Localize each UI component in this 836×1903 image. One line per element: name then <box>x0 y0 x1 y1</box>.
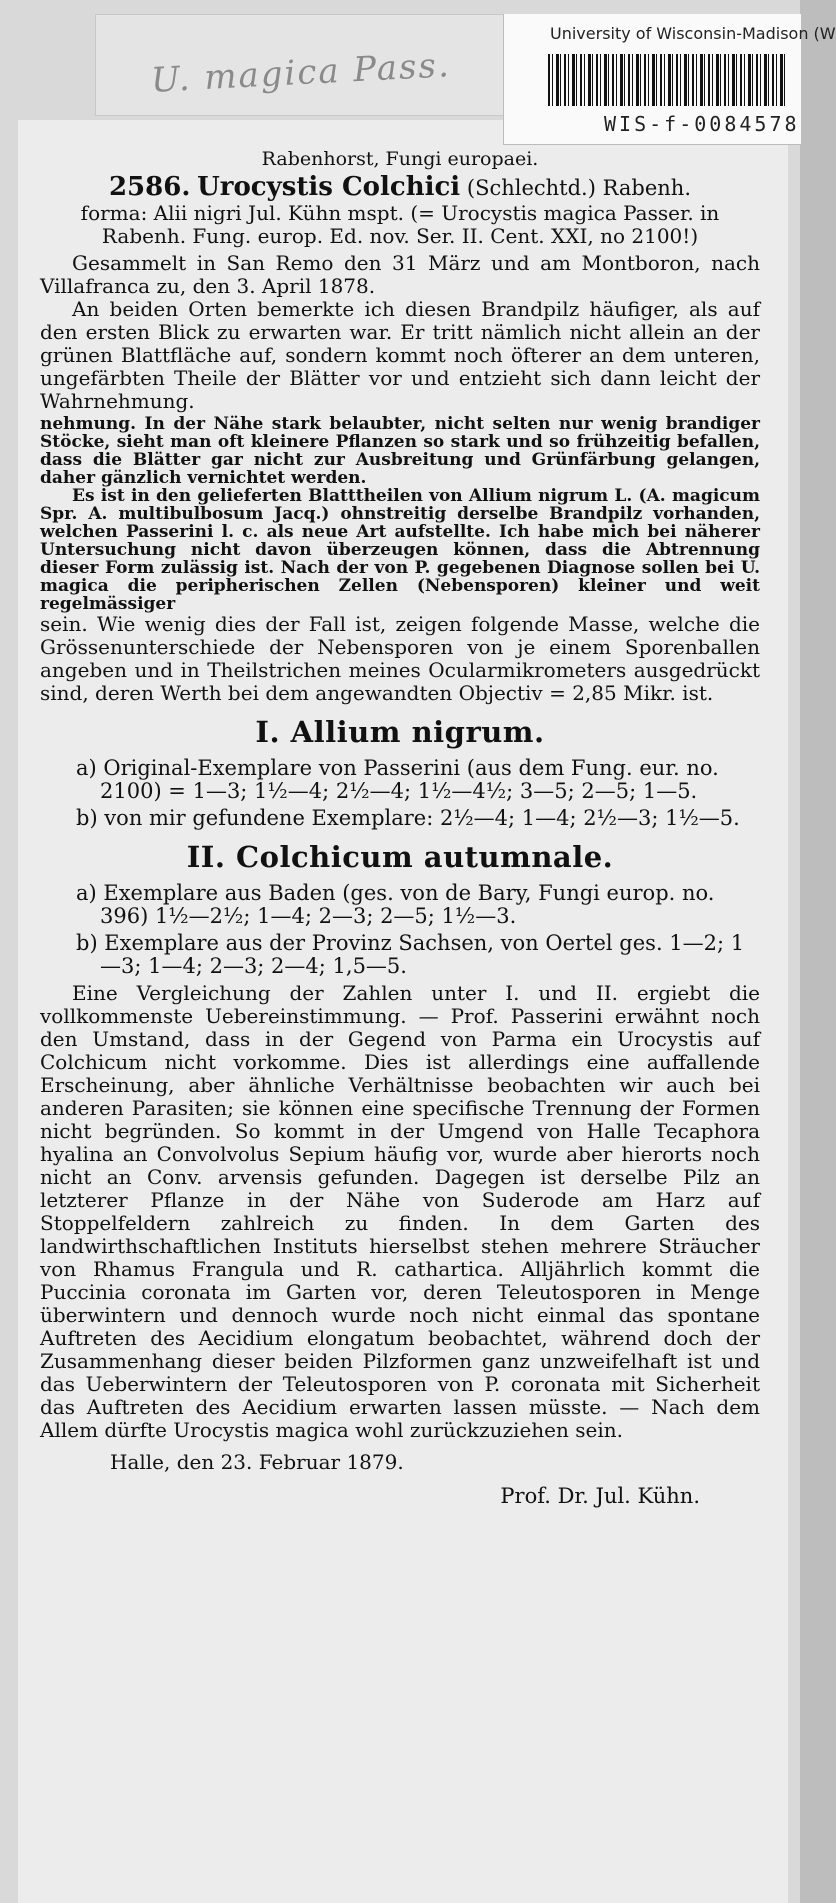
small-print-2: Es ist in den gelieferten Blatttheilen von Allium nigrum L. (A. magicum Spr. A. multibulbosum Jacq.) ohnstreitig derselbe Brandpilz vorhanden, welchen Passerini l. c. als neue Art aufstellte. Ich habe mich bei näherer Untersuchung nicht davon überzeugen können, dass die Abtrennung dieser Form zulässig ist. Nach der von P. gegebenen Diagnose sollen bei U. magica die peripherischen Zellen (Nebensporen) kleiner und weit regelmässiger <box>40 486 760 614</box>
section1-item-a: a) Original-Exemplare von Passerini (aus dem Fung. eur. no. 2100) = 1—3; 1½—4; 2½—4; 1½—4½; 3—5; 2—5; 1—5. <box>76 756 719 803</box>
section2-item-a: a) Exemplare aus Baden (ges. von de Bary, Fungi europ. no. 396) 1½—2½; 1—4; 2—3; 2—5; 1½—3. <box>76 881 715 928</box>
section2-title: II. Colchicum autumnale. <box>186 840 614 874</box>
specimen-title <box>40 174 760 202</box>
species-name: Urocystis Colchici <box>197 172 461 202</box>
barcode-graphic <box>548 54 788 106</box>
date-line: Halle, den 23. Februar 1879. <box>110 1450 404 1474</box>
institution-name: University of Wisconsin-Madison (W <box>550 24 836 43</box>
handwritten-label <box>95 14 517 116</box>
section1-title: I. Allium nigrum. <box>255 715 545 749</box>
handwritten-annotation: U. magica Pass. <box>150 45 452 101</box>
paragraph-closing: Eine Vergleichung der Zahlen unter I. und II. ergiebt die vollkommenste Uebereinstimmung. — Prof. Passerini erwähnt noch den Umstand, dass in der Gegend von Parma ein Urocystis auf Colchicum nicht vorkomme. Dies ist allerdings eine auffallende Erscheinung, aber ähnliche Verhältnisse beobachten wir auch bei anderen Parasiten; sie können eine specifische Trennung der Formen nicht begründen. So kommt in der Umgend von Halle Tecaphora hyalina an Convolvolus Sepium häufig vor, wurde aber hierorts noch nicht an Conv. arvensis gefunden. Dagegen ist derselbe Pilz an letzterer Pflanze in der Nähe von Suderode am Harz auf Stoppelfeldern zahlreich zu finden. In dem Garten des landwirthschaftlichen Instituts hierselbst stehen mehrere Sträucher von Rhamus Frangula und R. cathartica. Alljährlich kommt die Puccinia coronata im Garten vor, deren Teleutosporen in Menge überwintern und dennoch wurde noch nicht einmal das spontane Auftreten des Aecidium elongatum beobachtet, während doch der Zusammenhang dieser beiden Pilzformen ganz unzweifelhaft ist und das Ueberwintern der Teleutosporen von P. coronata mit Sicherheit das Auftreten des Aecidium erwarten lassen müsste. — Nach dem Allem dürfte Urocystis magica wohl zurückzuziehen sein. <box>40 981 760 1442</box>
paragraph-measurements: sein. Wie wenig dies der Fall ist, zeigen folgende Masse, welche die Grössenunterschiede der Nebensporen von je einem Sporenballen angeben und in Theilstrichen meines Ocularmikrometers ausgedrückt sind, deren Werth bei dem angewandten Objectiv = 2,85 Mikr. ist. <box>40 612 760 705</box>
specimen-text <box>40 148 760 1508</box>
small-print-1: nehmung. In der Nähe stark belaubter, nicht selten nur wenig brandiger Stöcke, sieht man oft kleinere Pflanzen so stark und so frühzeitig befallen, dass die Blätter gar nicht zur Ausbreitung und Grünfärbung gelangen, daher gänzlich vernichtet werden. <box>40 414 760 488</box>
paragraph-collection: Gesammelt in San Remo den 31 März und am Montboron, nach Villafranca zu, den 3. April 1878. <box>40 251 760 298</box>
barcode-number: WIS-f-0084578 <box>604 112 800 136</box>
barcode-label <box>503 14 836 145</box>
specimen-number: 2586. <box>108 172 191 202</box>
source-heading: Rabenhorst, Fungi europaei. <box>261 148 539 170</box>
section2-item-b: b) Exemplare aus der Provinz Sachsen, von Oertel ges. 1—2; 1—3; 1—4; 2—3; 2—4; 1,5—5. <box>76 931 745 978</box>
paragraph-observation: An beiden Orten bemerkte ich diesen Brandpilz häufiger, als auf den ersten Blick zu erwarten war. Er tritt nämlich nicht allein an der grünen Blattfläche auf, sondern kommt noch öfterer an dem unteren, ungefärbten Theile der Blätter vor und entzieht sich dann leicht der Wahrnehmung. <box>40 297 760 413</box>
signature: Prof. Dr. Jul. Kühn. <box>500 1484 700 1508</box>
section1-item-b: b) von mir gefundene Exemplare: 2½—4; 1—4; 2½—3; 1½—5. <box>76 806 740 830</box>
species-authority: (Schlechtd.) Rabenh. <box>466 176 692 200</box>
forma-line: forma: Alii nigri Jul. Kühn mspt. (= Urocystis magica Passer. in Rabenh. Fung. europ. Ed. nov. Ser. II. Cent. XXI, no 2100!) <box>80 201 720 248</box>
